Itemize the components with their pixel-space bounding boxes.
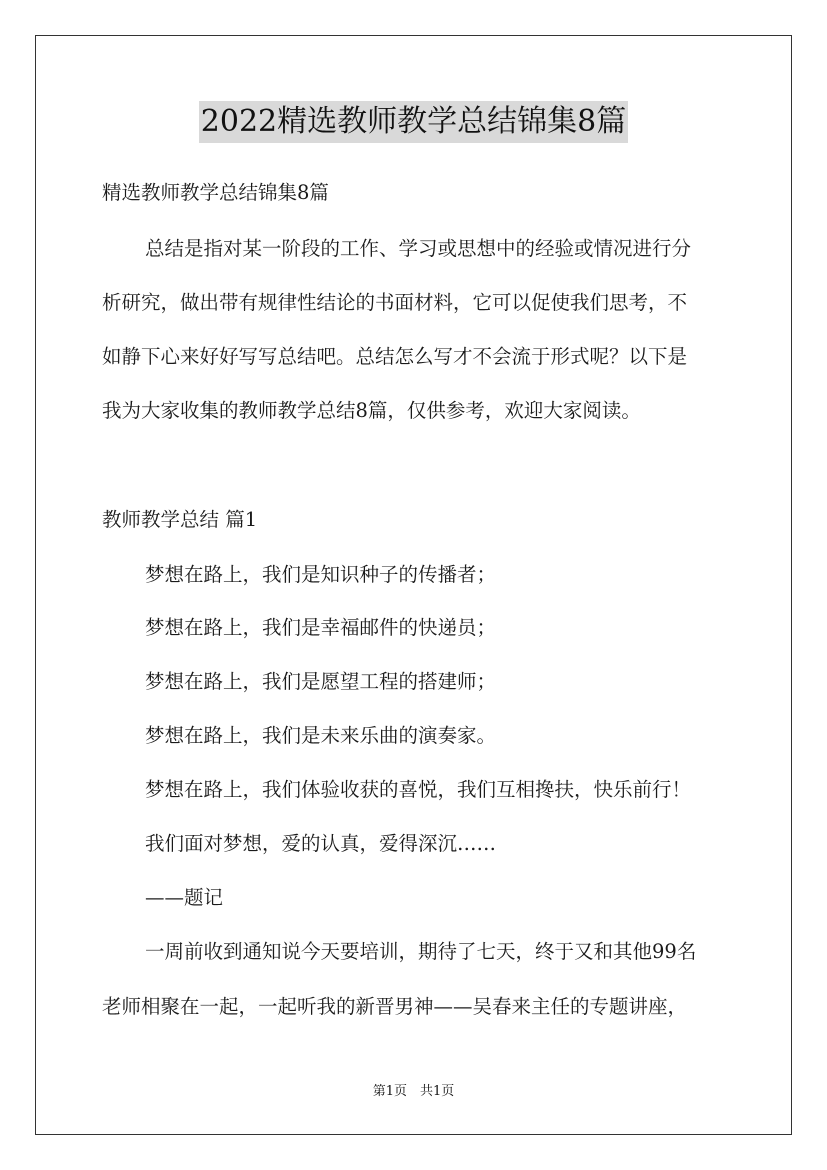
intro-line-1: 总结是指对某一阶段的工作、学习或思想中的经验或情况进行分: [145, 237, 692, 260]
intro-line-3: 如静下心来好好写写总结吧。总结怎么写才不会流于形式呢？以下是: [102, 345, 688, 368]
title-container: [0, 101, 827, 143]
intro-line-4: 我为大家收集的教师教学总结8篇，仅供参考，欢迎大家阅读。: [102, 399, 641, 422]
document-title: 2022精选教师教学总结锦集8篇: [199, 101, 628, 143]
page-footer: 第1页 共1页: [372, 1084, 455, 1099]
poem-line-5: 梦想在路上，我们体验收获的喜悦，我们互相搀扶，快乐前行！: [145, 778, 692, 801]
poem-line-2: 梦想在路上，我们是幸福邮件的快递员；: [145, 616, 497, 639]
poem-line-4: 梦想在路上，我们是未来乐曲的演奏家。: [145, 724, 497, 747]
epigraph-attribution: ——题记: [145, 886, 224, 909]
body-line-1: 一周前收到通知说今天要培训，期待了七天，终于又和其他99名: [145, 940, 697, 963]
section-heading: 教师教学总结 篇1: [102, 508, 258, 531]
poem-line-1: 梦想在路上，我们是知识种子的传播者；: [145, 563, 497, 586]
poem-line-6: 我们面对梦想，爱的认真，爱得深沉……: [145, 832, 497, 855]
intro-line-2: 析研究，做出带有规律性结论的书面材料，它可以促使我们思考，不: [102, 291, 688, 314]
body-line-2: 老师相聚在一起，一起听我的新晋男神——吴春来主任的专题讲座，: [102, 995, 688, 1018]
poem-line-3: 梦想在路上，我们是愿望工程的搭建师；: [145, 670, 497, 693]
document-subtitle: 精选教师教学总结锦集8篇: [102, 181, 329, 204]
